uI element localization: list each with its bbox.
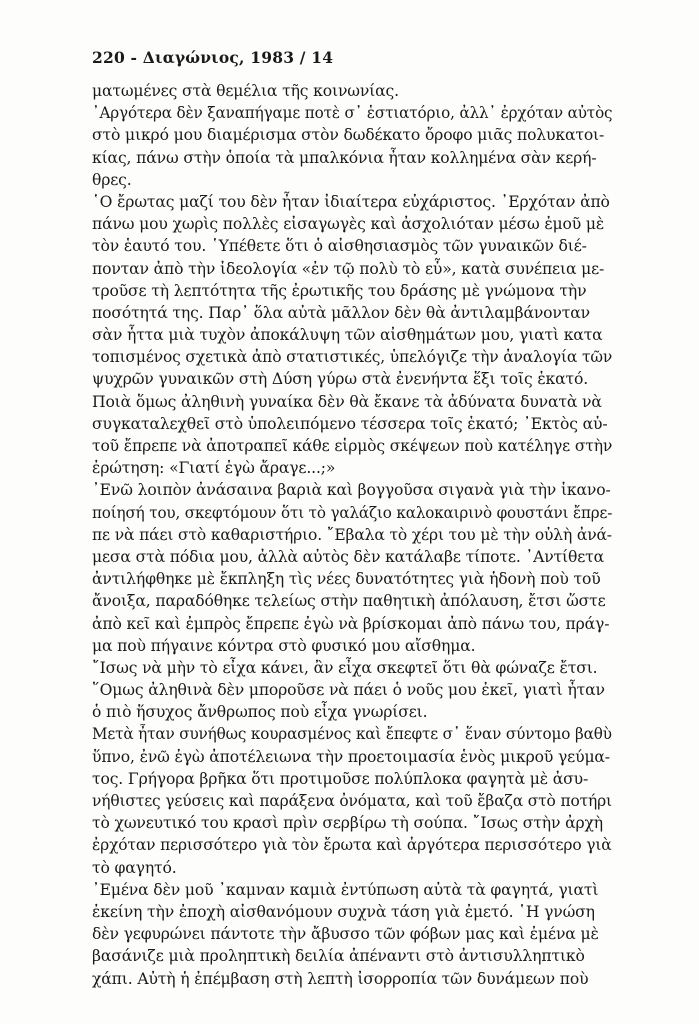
text-line: ποίησή του, σκεφτόμουν ὅτι τὸ γαλάζιο καλοκαιρινὸ φουστάνι ἔπρε-	[92, 503, 613, 522]
text-line: πε νὰ πάει στὸ καθαριστήριο. ῎Εβαλα τὸ χέρι του μὲ τὴν οὐλὴ ἀνά-	[92, 525, 612, 544]
text-line: κίας, πάνω στὴν ὁποία τὰ μπαλκόνια ἦταν κολλημένα σὰν κερή-	[92, 148, 597, 167]
text-line: τοῦ ἔπρεπε νὰ ἀποτραπεῖ κάθε εἱρμὸς σκέψεων ποὺ κατέληγε στὴν	[92, 437, 613, 455]
text-line: τοπισμένος σχετικὰ ἀπὸ στατιστικές, ὑπελόγιζε τὴν ἀναλογία τῶν	[92, 348, 613, 367]
text-line: Μετὰ ἦταν συνήθως κουρασμένος καὶ ἔπεφτε σ᾿ ἕναν σύντομο βαθὺ	[92, 725, 612, 744]
text-line: δὲν γεφυρώνει πάντοτε τὴν ἄβυσσο τῶν φόβων μας καὶ ἐμένα μὲ	[92, 925, 599, 944]
text-line: τὸ φαγητό.	[92, 858, 177, 877]
text-line: ῞Ομως ἀληθινὰ δὲν μποροῦσε νὰ πάει ὁ νοῦς μου ἐκεῖ, γιατὶ ἦταν	[92, 681, 605, 700]
text-line: ψυχρῶν γυναικῶν στὴ Δύση γύρω στὰ ἐνενήντα ἕξι τοῖς ἑκατό.	[92, 370, 589, 389]
text-line: στὸ μικρό μου διαμέρισμα στὸν δωδέκατο ὄροφο μιᾶς πολυκατοι-	[92, 126, 605, 145]
text-line: ποσότητά της. Παρ᾿ ὅλα αὐτὰ μᾶλλον δὲν θὰ ἀντιλαμβάνονταν	[92, 303, 590, 322]
text-line: χάπι. Αὐτὴ ἡ ἐπέμβαση στὴ λεπτὴ ἰσορροπία τῶν δυνάμεων ποὺ	[92, 969, 589, 988]
text-line: τος. Γρήγορα βρῆκα ὅτι προτιμοῦσε πολύπλοκα φαγητὰ μὲ ἀσυ-	[92, 769, 589, 788]
text-line: βασάνιζε μιὰ προληπτικὴ δειλία ἀπέναντι στὸ ἀντισυλληπτικὸ	[92, 947, 585, 966]
body-text	[92, 80, 612, 990]
text-line: σὰν ἧττα μιὰ τυχὸν ἀποκάλυψη τῶν αἰσθημάτων μου, γιατὶ κατα	[92, 326, 603, 345]
text-line: ἐρχόταν περισσότερο γιὰ τὸν ἔρωτα καὶ ἀργότερα περισσότερο γιὰ	[92, 836, 612, 855]
text-line: ἐρώτηση: «Γιατί ἐγὼ ἄραγε...;»	[92, 459, 336, 478]
text-line: πάνω μου χωρὶς πολλὲς εἰσαγωγὲς καὶ ἀσχολιόταν μέσω ἐμοῦ μὲ	[92, 215, 605, 234]
text-line: ῾Ο ἔρωτας μαζί του δὲν ἦταν ἰδιαίτερα εὐχάριστος. ᾿Ερχόταν ἀπὸ	[92, 192, 610, 211]
text-line: ᾿Αργότερα δὲν ξαναπήγαμε ποτὲ σ᾿ ἑστιατόριο, ἀλλ᾿ ἐρχόταν αὐτὸς	[92, 104, 613, 123]
text-line: ὕπνο, ἐνῶ ἐγὼ ἀποτέλειωνα τὴν προετοιμασία ἑνὸς μικροῦ γεύμα-	[92, 747, 610, 766]
text-line: θρες.	[92, 170, 132, 189]
text-line: ὁ πιὸ ἥσυχος ἄνθρωπος ποὺ εἶχα γνωρίσει.	[92, 703, 428, 722]
text-line: τὸ χωνευτικό του κρασὶ πρὶν σερβίρω τὴ σούπα. ῎Ισως στὴν ἀρχὴ	[92, 814, 603, 833]
text-line: ἐκείνη τὴν ἐποχὴ αἰσθανόμουν συχνὰ τάση γιὰ ἐμετό. ῾Η γνώση	[92, 902, 595, 921]
text-line: ἀντιλήφθηκε μὲ ἔκπληξη τὶς νέες δυνατότητες γιὰ ἡδονὴ ποὺ τοῦ	[92, 570, 601, 589]
text-line: μεσα στὰ πόδια μου, ἀλλὰ αὐτὸς δὲν κατάλαβε τίποτε. ᾿Αντίθετα	[92, 547, 604, 566]
text-line: τὸν ἑαυτό του. ῾Υπέθετε ὅτι ὁ αἰσθησιασμὸς τῶν γυναικῶν διέ-	[92, 237, 587, 256]
text-line: ῎Ισως νὰ μὴν τὸ εἶχα κάνει, ἂν εἶχα σκεφτεῖ ὅτι θὰ φώναζε ἔτσι.	[92, 658, 598, 677]
text-line: Ποιὰ ὅμως ἀληθινὴ γυναίκα δὲν θὰ ἔκανε τὰ ἀδύνατα δυνατὰ νὰ	[92, 392, 602, 411]
text-line: ματωμένες στὰ θεμέλια τῆς κοινωνίας.	[92, 82, 399, 100]
text-line: συγκαταλεχθεῖ στὸ ὑπολειπόμενο τέσσερα τοῖς ἑκατό; ᾿Εκτὸς αὐ-	[92, 414, 608, 433]
text-line: πονταν ἀπὸ τὴν ἰδεολογία «ἐν τῷ πολὺ τὸ εὖ», κατὰ συνέπεια με-	[92, 259, 605, 278]
running-head: 220 - Διαγώνιος, 1983 / 14	[92, 48, 334, 67]
text-line: ᾿Ενῶ λοιπὸν ἀνάσαινα βαριὰ καὶ βογγοῦσα σιγανὰ γιὰ τὴν ἱκανο-	[92, 481, 611, 500]
text-line: τροῦσε τὴ λεπτότητα τῆς ἐρωτικῆς του δράσης μὲ γνώμονα τὴν	[92, 281, 587, 300]
text-line: ἄνοιξα, παραδόθηκε τελείως στὴν παθητικὴ ἀπόλαυση, ἔτσι ὥστε	[92, 592, 606, 611]
text-line: ἀπὸ κεῖ καὶ ἐμπρὸς ἔπρεπε ἐγὼ νὰ βρίσκομαι ἀπὸ πάνω του, πράγ-	[92, 614, 610, 633]
text-line: νήθιστες γεύσεις καὶ παράξενα ὀνόματα, καὶ τοῦ ἔβαζα στὸ ποτήρι	[92, 792, 612, 810]
text-line: ᾿Εμένα δὲν μοῦ ᾿καμναν καμιὰ ἐντύπωση αὐτὰ τὰ φαγητά, γιατὶ	[92, 880, 599, 899]
text-line: μα ποὺ πήγαινε κόντρα στὸ φυσικό μου αἴσθημα.	[92, 636, 476, 655]
